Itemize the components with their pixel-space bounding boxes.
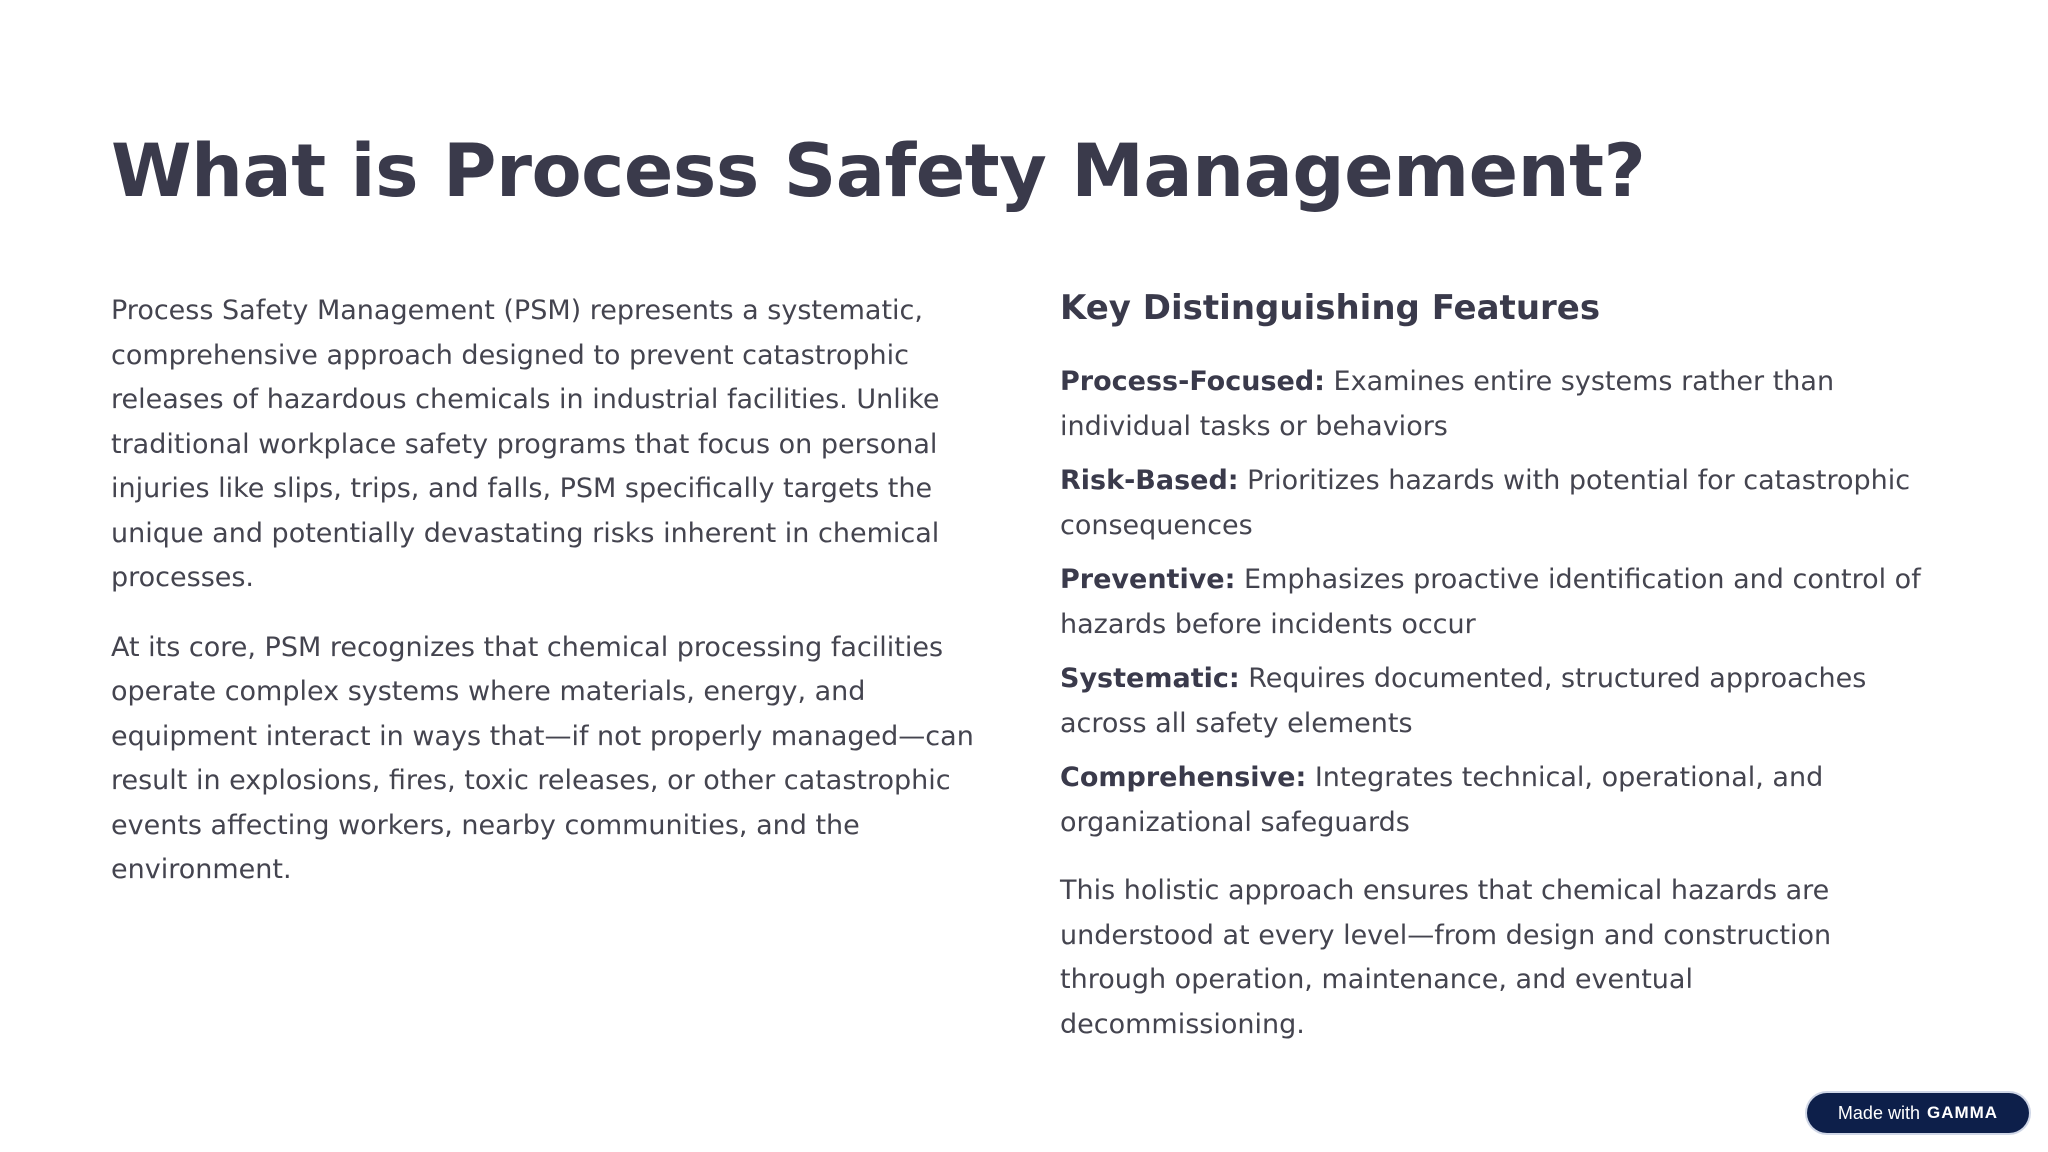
feature-term: Preventive: [1060, 564, 1236, 595]
feature-text: Integrates technical, operational, and organizational safeguards [1060, 762, 1824, 838]
page-title: What is Process Safety Management? [111, 129, 1646, 214]
intro-column [111, 289, 1001, 918]
feature-item [1060, 558, 1940, 647]
features-heading: Key Distinguishing Features [1060, 288, 1601, 328]
intro-paragraph: At its core, PSM recognizes that chemical processing facilities operate complex systems where materials, energy, and equipment interact in ways that—if not properly managed—can result in explosions, fires, toxic releases, or other catastrophic events affecting workers, nearby communities, and the environment. [111, 631, 974, 885]
feature-item [1060, 360, 1940, 449]
feature-term: Comprehensive: [1060, 762, 1307, 793]
feature-text: Examines entire systems rather than individual tasks or behaviors [1060, 366, 1835, 442]
feature-text: Prioritizes hazards with potential for catastrophic consequences [1060, 465, 1911, 541]
feature-term: Process-Focused: [1060, 366, 1325, 397]
feature-item [1060, 459, 1940, 548]
made-with-gamma-badge[interactable] [1807, 1093, 2029, 1133]
feature-text: Requires documented, structured approaches across all safety elements [1060, 663, 1867, 739]
feature-item [1060, 756, 1940, 845]
badge-prefix: Made with [1837, 1102, 1920, 1123]
feature-item [1060, 657, 1940, 746]
feature-term: Risk-Based: [1060, 465, 1239, 496]
feature-term: Systematic: [1060, 663, 1240, 694]
intro-paragraph: Process Safety Management (PSM) represents a systematic, comprehensive approach designed to prevent catastrophic releases of hazardous chemicals in industrial facilities. Unlike traditional workplace safety programs that focus on personal injuries like slips, trips, and falls, PSM specifically targets the unique and potentially devastating risks inherent in chemical processes. [111, 295, 940, 593]
gamma-logo: GAMMA [1926, 1103, 1999, 1122]
feature-text: Emphasizes proactive identification and control of hazards before incidents occur [1060, 564, 1921, 640]
features-column [1060, 282, 1940, 1047]
closing-paragraph: This holistic approach ensures that chemical hazards are understood at every level—from design and construction through operation, maintenance, and eventual decommissioning. [1060, 875, 1832, 1040]
